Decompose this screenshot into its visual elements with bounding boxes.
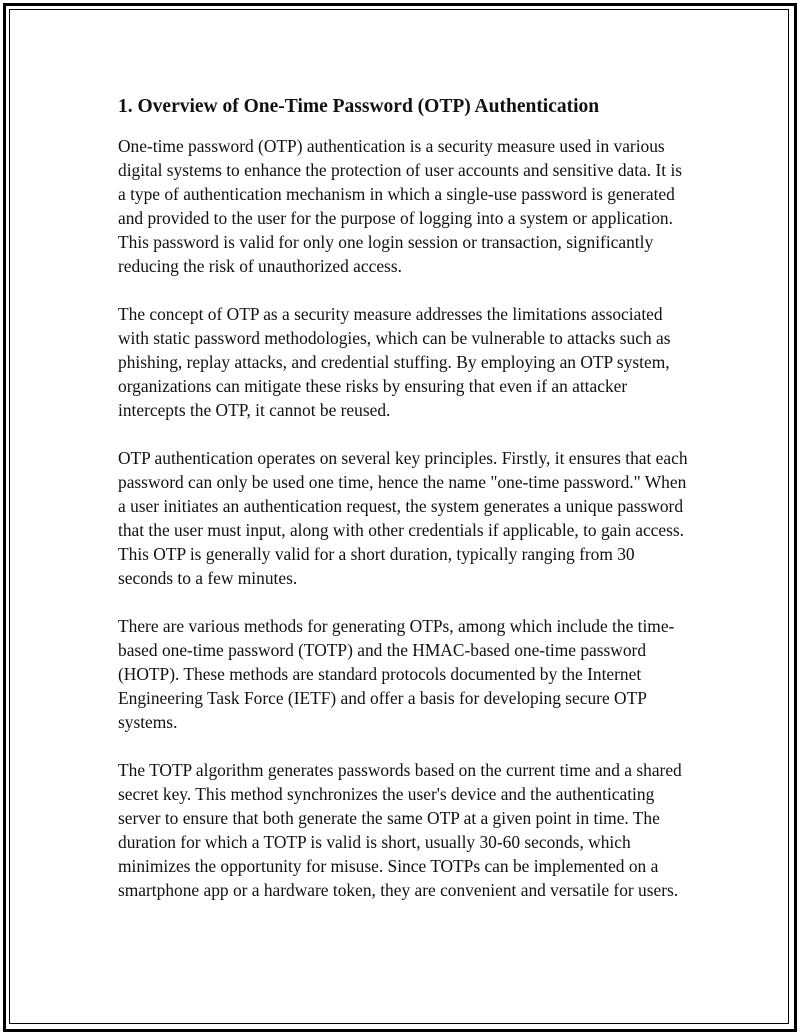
paragraph-concept: The concept of OTP as a security measure addresses the limitations associated with static password methodologies, which can be vulnerable to attacks such as phishing, replay attacks, and credential stuffing. By employing an OTP system, organizations can mitigate these risks by ensuring that even if an attacker intercepts the OTP, it cannot be reused. [118, 304, 671, 420]
paragraph-principles: OTP authentication operates on several key principles. Firstly, it ensures that each password can only be used one time, hence the name "one-time password." When a user initiates an authentication request, the system generates a unique password that the user must input, along with other credentials if applicable, to gain access. This OTP is generally valid for a short duration, typically ranging from 30 seconds to a few minutes. [118, 448, 688, 588]
paragraph-intro: One-time password (OTP) authentication is a security measure used in various digital systems to enhance the protection of user accounts and sensitive data. It is a type of authentication mechanism in which a single-use password is generated and provided to the user for the purpose of logging into a system or application. This password is valid for only one login session or transaction, significantly reducing the risk of unauthorized access. [118, 136, 683, 276]
paragraph-totp: The TOTP algorithm generates passwords based on the current time and a shared secret key. This method synchronizes the user's device and the authenticating server to ensure that both generate the same OTP at a given point in time. The duration for which a TOTP is valid is short, usually 30-60 seconds, which minimizes the opportunity for misuse. Since TOTPs can be implemented on a smartphone app or a hardware token, they are convenient and versatile for users. [118, 760, 682, 900]
document-body [118, 94, 693, 926]
paragraph-methods: There are various methods for generating OTPs, among which include the time-based one-time password (TOTP) and the HMAC-based one-time password (HOTP). These methods are standard protocols documented by the Internet Engineering Task Force (IETF) and offer a basis for developing secure OTP systems. [118, 616, 675, 732]
section-heading: 1. Overview of One-Time Password (OTP) Authentication [118, 96, 600, 117]
